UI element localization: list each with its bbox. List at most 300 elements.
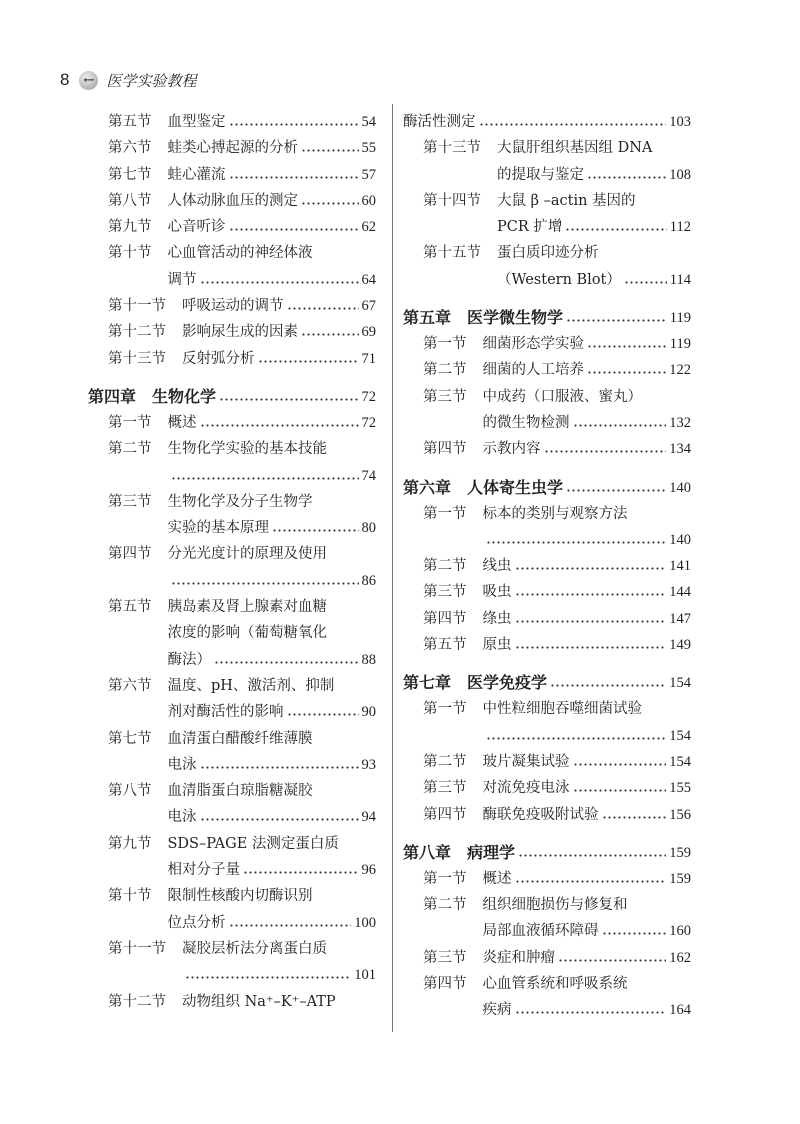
toc-section[interactable] xyxy=(403,866,691,892)
dot-leader xyxy=(200,804,359,830)
page-ref: 159 xyxy=(669,870,691,887)
page-ref: 154 xyxy=(669,727,691,744)
section-label: 第二节 xyxy=(108,441,152,458)
dot-leader xyxy=(219,384,358,410)
dot-leader xyxy=(479,109,667,135)
title-text: 玻片凝集试验 xyxy=(482,753,570,770)
title-line xyxy=(483,696,692,722)
section-title xyxy=(497,135,691,188)
page-ref: 119 xyxy=(669,310,691,327)
title-text: 对流免疫电泳 xyxy=(482,780,570,797)
dot-leader xyxy=(200,410,359,436)
section-title xyxy=(497,188,691,241)
dot-leader xyxy=(544,436,667,462)
title-text: 吸虫 xyxy=(482,584,512,601)
title-line xyxy=(182,346,376,372)
page-ref: 86 xyxy=(361,572,376,589)
toc-section[interactable] xyxy=(88,726,376,779)
page-ref: 103 xyxy=(669,114,691,130)
section-label: 第六节 xyxy=(108,677,152,694)
dot-leader xyxy=(515,553,667,579)
toc-section[interactable] xyxy=(403,775,691,801)
toc-section[interactable] xyxy=(88,135,376,161)
section-title xyxy=(168,240,377,293)
title-text: 凝胶层析法分离蛋白质 xyxy=(182,940,327,957)
page-ref: 55 xyxy=(361,140,376,157)
toc-section[interactable] xyxy=(88,109,376,135)
page-ref: 155 xyxy=(669,780,691,797)
section-title xyxy=(168,831,377,884)
title-line xyxy=(467,475,691,501)
section-title xyxy=(168,162,377,188)
title-line xyxy=(182,936,376,962)
section-title xyxy=(168,410,377,436)
section-title xyxy=(483,579,692,605)
title-text: 相对分子量 xyxy=(167,862,240,879)
section-label: 第四节 xyxy=(423,610,467,627)
section-title xyxy=(483,357,692,383)
title-line xyxy=(168,463,377,489)
section-title xyxy=(467,670,691,696)
title-text: 细菌的人工培养 xyxy=(482,362,584,379)
toc-section[interactable] xyxy=(403,240,691,293)
toc-section[interactable] xyxy=(88,188,376,214)
title-line xyxy=(168,489,377,515)
dot-leader xyxy=(229,910,352,936)
toc-section[interactable] xyxy=(403,553,691,579)
page-ref: 101 xyxy=(354,967,376,984)
dot-leader xyxy=(301,188,359,214)
title-line xyxy=(497,135,691,161)
toc-section[interactable] xyxy=(88,240,376,293)
page-ref: 112 xyxy=(669,219,691,236)
section-label: 第十二节 xyxy=(108,324,166,341)
title-line xyxy=(168,162,377,188)
dot-leader xyxy=(573,749,667,775)
toc-section[interactable] xyxy=(403,135,691,188)
dot-leader xyxy=(171,463,359,489)
section-label: 第十一节 xyxy=(108,940,166,957)
section-title xyxy=(483,553,692,579)
title-text: 概述 xyxy=(482,870,512,887)
title-line xyxy=(168,699,377,725)
section-title xyxy=(483,606,692,632)
toc-section[interactable] xyxy=(88,489,376,542)
dot-leader xyxy=(602,802,667,828)
page-ref: 67 xyxy=(361,298,376,315)
dot-leader xyxy=(287,699,359,725)
dot-leader xyxy=(258,346,359,372)
page-ref: 122 xyxy=(669,362,691,379)
dot-leader xyxy=(229,162,359,188)
page-ref: 156 xyxy=(669,806,691,823)
page-ref: 154 xyxy=(669,753,691,770)
section-label: 第二节 xyxy=(423,558,467,575)
title-line xyxy=(483,384,692,410)
toc-chapter[interactable] xyxy=(403,305,691,331)
page-ref: 119 xyxy=(669,336,691,353)
toc-section[interactable] xyxy=(88,346,376,372)
section-title xyxy=(483,866,692,892)
page-ref: 54 xyxy=(361,114,376,130)
title-line xyxy=(182,962,376,988)
title-line xyxy=(182,989,376,1015)
toc-chapter[interactable] xyxy=(88,384,376,410)
section-label: 第五章 xyxy=(403,308,452,328)
title-text: 病理学 xyxy=(467,842,516,862)
toc-section[interactable] xyxy=(403,579,691,605)
dot-leader xyxy=(566,305,667,331)
title-line xyxy=(483,945,692,971)
page-ref: 94 xyxy=(361,809,376,826)
section-title xyxy=(483,892,692,945)
section-title xyxy=(483,802,692,828)
section-title xyxy=(168,135,377,161)
section-label: 第三节 xyxy=(423,584,467,601)
dot-leader xyxy=(486,527,667,553)
section-label: 第四节 xyxy=(423,441,467,458)
dot-leader xyxy=(214,647,359,673)
title-line xyxy=(168,857,377,883)
title-line xyxy=(168,594,377,620)
title-line xyxy=(497,162,691,188)
section-label: 第九节 xyxy=(108,835,152,852)
dot-leader xyxy=(587,162,666,188)
toc-section[interactable] xyxy=(88,410,376,436)
title-line xyxy=(483,918,692,944)
title-line xyxy=(168,436,377,462)
section-label: 第六节 xyxy=(108,140,152,157)
title-line xyxy=(497,267,691,293)
section-title xyxy=(168,726,377,779)
toc-column-right xyxy=(403,109,691,1024)
page-ref: 140 xyxy=(669,531,691,548)
dot-leader xyxy=(229,109,359,135)
section-title xyxy=(152,384,376,410)
section-title xyxy=(168,109,377,135)
dot-leader xyxy=(185,962,351,988)
section-title xyxy=(483,384,692,437)
toc-section[interactable] xyxy=(88,293,376,319)
section-label: 第十节 xyxy=(108,245,152,262)
toc-section[interactable] xyxy=(88,319,376,345)
dot-leader xyxy=(558,945,666,971)
toc-chapter[interactable] xyxy=(403,840,691,866)
title-line xyxy=(168,752,377,778)
page-ref: 72 xyxy=(361,414,376,431)
title-line xyxy=(168,647,377,673)
section-title xyxy=(168,541,377,594)
title-text: 实验的基本原理 xyxy=(167,520,269,537)
title-line xyxy=(483,527,692,553)
section-label: 第一节 xyxy=(423,870,467,887)
title-line xyxy=(168,673,377,699)
title-line xyxy=(467,840,691,866)
title-text: 温度、pH、激活剂、抑制 xyxy=(167,677,335,694)
section-label: 第八章 xyxy=(403,842,452,862)
section-title xyxy=(483,632,692,658)
toc-section[interactable] xyxy=(403,188,691,241)
toc-section[interactable] xyxy=(88,778,376,831)
page-ref: 108 xyxy=(669,166,691,183)
toc-section[interactable] xyxy=(403,892,691,945)
title-text: 分光光度计的原理及使用 xyxy=(167,546,327,563)
toc-column-left xyxy=(88,109,376,1015)
section-label: 第一节 xyxy=(423,505,467,522)
title-text: 生物化学 xyxy=(152,386,217,406)
section-title xyxy=(483,436,692,462)
dot-leader xyxy=(602,918,667,944)
title-text: 血清脂蛋白琼脂糖凝胶 xyxy=(167,783,313,800)
toc-section[interactable] xyxy=(403,802,691,828)
dot-leader xyxy=(515,606,667,632)
section-title xyxy=(168,594,377,673)
page-ref: 93 xyxy=(361,756,376,773)
toc-section[interactable] xyxy=(88,162,376,188)
toc-section[interactable] xyxy=(403,109,691,135)
section-label: 第一节 xyxy=(108,414,152,431)
page-ref: 154 xyxy=(669,675,691,692)
title-line xyxy=(168,267,377,293)
dot-leader xyxy=(287,293,359,319)
title-text: 绦虫 xyxy=(482,610,512,627)
title-line xyxy=(168,831,377,857)
title-text: 中性粒细胞吞噬细菌试验 xyxy=(482,701,642,718)
title-text: 浓度的影响（葡萄糖氧化 xyxy=(167,625,327,642)
section-label: 第七节 xyxy=(108,166,152,183)
section-title xyxy=(182,989,376,1015)
dot-leader xyxy=(229,214,359,240)
section-title xyxy=(467,840,691,866)
title-text: 蛋白质印迹分析 xyxy=(497,245,599,262)
title-line xyxy=(168,883,377,909)
dot-leader xyxy=(515,632,667,658)
title-line xyxy=(497,214,691,240)
title-line xyxy=(403,109,691,135)
section-title xyxy=(168,188,377,214)
section-title xyxy=(483,749,692,775)
page-ref: 60 xyxy=(361,192,376,209)
title-line xyxy=(168,804,377,830)
toc-section[interactable] xyxy=(403,749,691,775)
title-text: 中成药（口服液、蜜丸） xyxy=(482,388,642,405)
title-text: 疾病 xyxy=(482,1002,512,1019)
section-label: 第十三节 xyxy=(108,350,166,367)
page-ref: 149 xyxy=(669,637,691,654)
toc-section[interactable] xyxy=(88,831,376,884)
section-label: 第一节 xyxy=(423,336,467,353)
title-line xyxy=(483,723,692,749)
section-label: 第三节 xyxy=(108,493,152,510)
title-line xyxy=(483,866,692,892)
title-line xyxy=(168,726,377,752)
dot-leader xyxy=(565,214,666,240)
title-text: 心血管活动的神经体液 xyxy=(167,245,313,262)
title-text: PCR 扩增 xyxy=(497,219,563,236)
toc-section[interactable] xyxy=(403,436,691,462)
title-line xyxy=(483,331,692,357)
page-ref: 114 xyxy=(669,271,691,288)
title-text: 组织细胞损伤与修复和 xyxy=(482,897,628,914)
title-line xyxy=(497,188,691,214)
title-line xyxy=(467,305,691,331)
section-title xyxy=(403,109,691,135)
title-text: 炎症和肿瘤 xyxy=(482,949,555,966)
section-title xyxy=(483,331,692,357)
toc-section[interactable] xyxy=(403,331,691,357)
title-text: 蛙心灌流 xyxy=(167,166,226,183)
page-ref: 160 xyxy=(669,923,691,940)
section-title xyxy=(182,293,376,319)
title-line xyxy=(483,410,692,436)
toc-section[interactable] xyxy=(88,989,376,1015)
section-label: 第十四节 xyxy=(423,192,481,209)
section-title xyxy=(168,673,377,726)
toc-section[interactable] xyxy=(88,594,376,673)
title-text: 原虫 xyxy=(482,637,512,654)
page-ref: 57 xyxy=(361,166,376,183)
dot-leader xyxy=(486,723,667,749)
title-text: 心音听诊 xyxy=(167,219,226,236)
section-label: 第三节 xyxy=(423,949,467,966)
page-ref: 134 xyxy=(669,441,691,458)
section-label: 第五节 xyxy=(108,114,152,130)
title-text: 的提取与鉴定 xyxy=(497,166,584,183)
section-label: 第四章 xyxy=(88,386,137,406)
page-ref: 147 xyxy=(669,610,691,627)
section-label: 第十节 xyxy=(108,888,152,905)
section-label: 第十三节 xyxy=(423,140,481,157)
title-line xyxy=(182,319,376,345)
toc-chapter[interactable] xyxy=(403,670,691,696)
section-title xyxy=(467,305,691,331)
title-text: 酶法） xyxy=(167,651,211,668)
title-line xyxy=(483,606,692,632)
dot-leader xyxy=(272,515,359,541)
dot-leader xyxy=(243,857,359,883)
page-ref: 132 xyxy=(669,414,691,431)
title-text: 人体动脉血压的测定 xyxy=(167,192,298,209)
title-text: 胰岛素及肾上腺素对血糖 xyxy=(167,599,327,616)
arrow-left-icon: ← xyxy=(79,71,98,90)
dot-leader xyxy=(515,579,667,605)
title-text: SDS–PAGE 法测定蛋白质 xyxy=(167,835,339,852)
section-label: 第五节 xyxy=(108,599,152,616)
title-text: 标本的类别与观察方法 xyxy=(482,505,628,522)
toc-section[interactable] xyxy=(403,501,691,554)
dot-leader xyxy=(573,410,667,436)
toc-section[interactable] xyxy=(403,945,691,971)
section-title xyxy=(483,501,692,554)
section-title xyxy=(497,240,691,293)
section-label: 第一节 xyxy=(423,701,467,718)
page-ref: 164 xyxy=(669,1002,691,1019)
page-ref: 62 xyxy=(361,219,376,236)
title-text: 医学免疫学 xyxy=(467,673,548,693)
title-text: 人体寄生虫学 xyxy=(467,477,564,497)
dot-leader xyxy=(200,752,359,778)
title-text: 位点分析 xyxy=(167,914,226,931)
title-text: 生物化学及分子生物学 xyxy=(167,493,313,510)
title-line xyxy=(483,892,692,918)
page-ref: 64 xyxy=(361,271,376,288)
dot-leader xyxy=(301,319,359,345)
title-text: 的微生物检测 xyxy=(482,414,570,431)
toc-section[interactable] xyxy=(403,357,691,383)
toc-chapter[interactable] xyxy=(403,475,691,501)
toc-section[interactable] xyxy=(403,384,691,437)
title-line xyxy=(168,240,377,266)
title-text: 心血管系统和呼吸系统 xyxy=(482,976,628,993)
toc-section[interactable] xyxy=(403,632,691,658)
dot-leader xyxy=(566,475,666,501)
title-line xyxy=(168,515,377,541)
title-line xyxy=(483,357,692,383)
section-label: 第二节 xyxy=(423,897,467,914)
title-text: 细菌形态学实验 xyxy=(482,336,584,353)
section-title xyxy=(467,475,691,501)
page-ref: 144 xyxy=(669,584,691,601)
title-text: 概述 xyxy=(167,414,197,431)
title-line xyxy=(168,910,377,936)
title-line xyxy=(168,214,377,240)
section-title xyxy=(168,489,377,542)
title-line xyxy=(168,109,377,135)
section-title xyxy=(483,775,692,801)
toc-section[interactable] xyxy=(88,541,376,594)
title-text: 影响尿生成的因素 xyxy=(182,324,298,341)
toc-section[interactable] xyxy=(403,696,691,749)
toc-section[interactable] xyxy=(88,673,376,726)
toc-section[interactable] xyxy=(403,606,691,632)
toc-section[interactable] xyxy=(88,883,376,936)
title-text: 动物组织 Na⁺–K⁺–ATP xyxy=(182,993,336,1010)
title-text: 大鼠 β –actin 基因的 xyxy=(497,192,636,209)
dot-leader xyxy=(573,775,667,801)
title-line xyxy=(483,436,692,462)
dot-leader xyxy=(200,267,359,293)
section-label: 第六章 xyxy=(403,477,452,497)
title-text: 剂对酶活性的影响 xyxy=(167,704,284,721)
toc-section[interactable] xyxy=(88,936,376,989)
toc-section[interactable] xyxy=(88,436,376,489)
title-line xyxy=(168,778,377,804)
page-ref: 162 xyxy=(669,949,691,966)
section-title xyxy=(168,436,377,489)
title-text: 反射弧分析 xyxy=(182,350,255,367)
section-label: 第九节 xyxy=(108,219,152,236)
section-title xyxy=(182,346,376,372)
section-title xyxy=(483,971,692,1024)
page-ref: 96 xyxy=(361,862,376,879)
title-text: （Western Blot） xyxy=(497,271,621,288)
page-ref: 74 xyxy=(361,467,376,484)
title-line xyxy=(168,568,377,594)
toc-section[interactable] xyxy=(403,971,691,1024)
dot-leader xyxy=(518,840,666,866)
title-line xyxy=(483,553,692,579)
title-text: 电泳 xyxy=(167,756,197,773)
title-line xyxy=(168,188,377,214)
dot-leader xyxy=(550,670,666,696)
section-title xyxy=(168,214,377,240)
title-text: 线虫 xyxy=(482,558,512,575)
title-line xyxy=(182,293,376,319)
title-line xyxy=(467,670,691,696)
page-ref: 141 xyxy=(669,558,691,575)
page-ref: 159 xyxy=(669,844,691,861)
toc-section[interactable] xyxy=(88,214,376,240)
